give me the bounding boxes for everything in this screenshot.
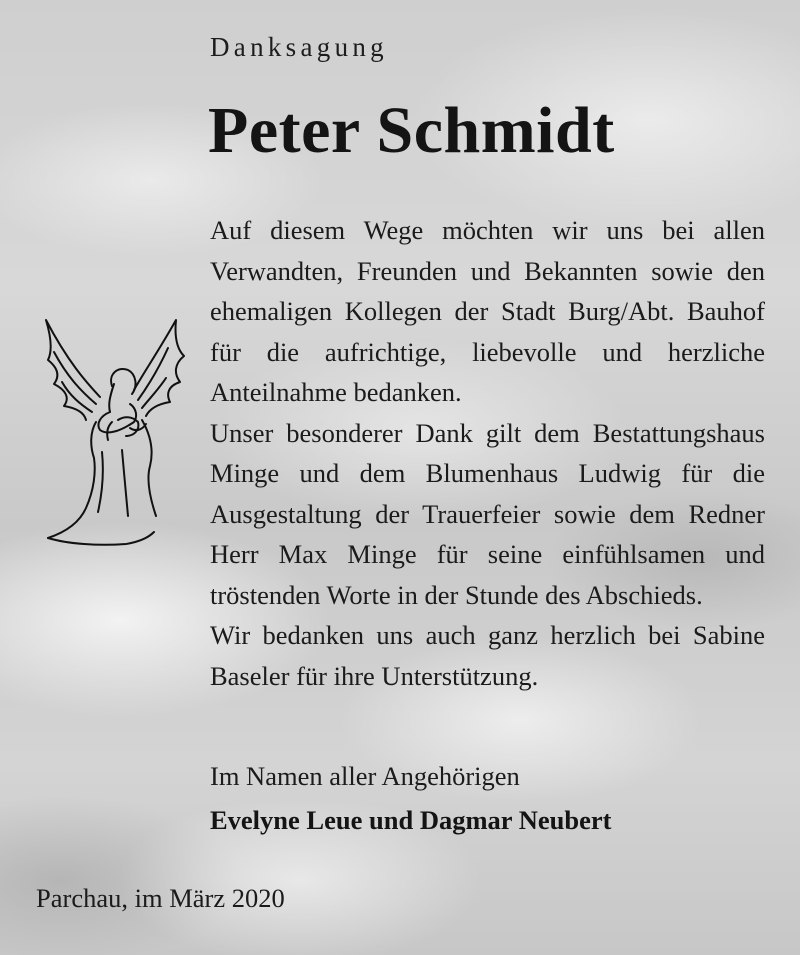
notice-overline: Danksagung [210, 32, 388, 62]
place-date: Parchau, im März 2020 [36, 883, 285, 913]
angel-icon [38, 312, 188, 552]
thanks-paragraph: Auf diesem Wege möchten wir uns bei allen Verwandten, Freunden und Bekannten sowie den ehemaligen Kollegen der Stadt Burg/Abt. Bauhof für die aufrichtige, liebevolle und herzliche Anteilnahme bedanken. [210, 215, 765, 407]
signature-intro: Im Namen aller Angehörigen [210, 761, 520, 791]
thanks-message [210, 210, 765, 696]
signature-names: Evelyne Leue und Dagmar Neubert [210, 805, 612, 835]
thanks-paragraph: Wir bedanken uns auch ganz herzlich bei Sabine Baseler für ihre Unterstützung. [210, 620, 765, 691]
thanks-paragraph: Unser besonderer Dank gilt dem Bestattungshaus Minge und dem Blumenhaus Ludwig für die Ausgestaltung der Trauerfeier sowie dem Redner Herr Max Minge für seine einfühlsamen und tröstenden Worte in der Stunde des Abschieds. [210, 417, 765, 610]
deceased-name: Peter Schmidt [208, 94, 615, 167]
